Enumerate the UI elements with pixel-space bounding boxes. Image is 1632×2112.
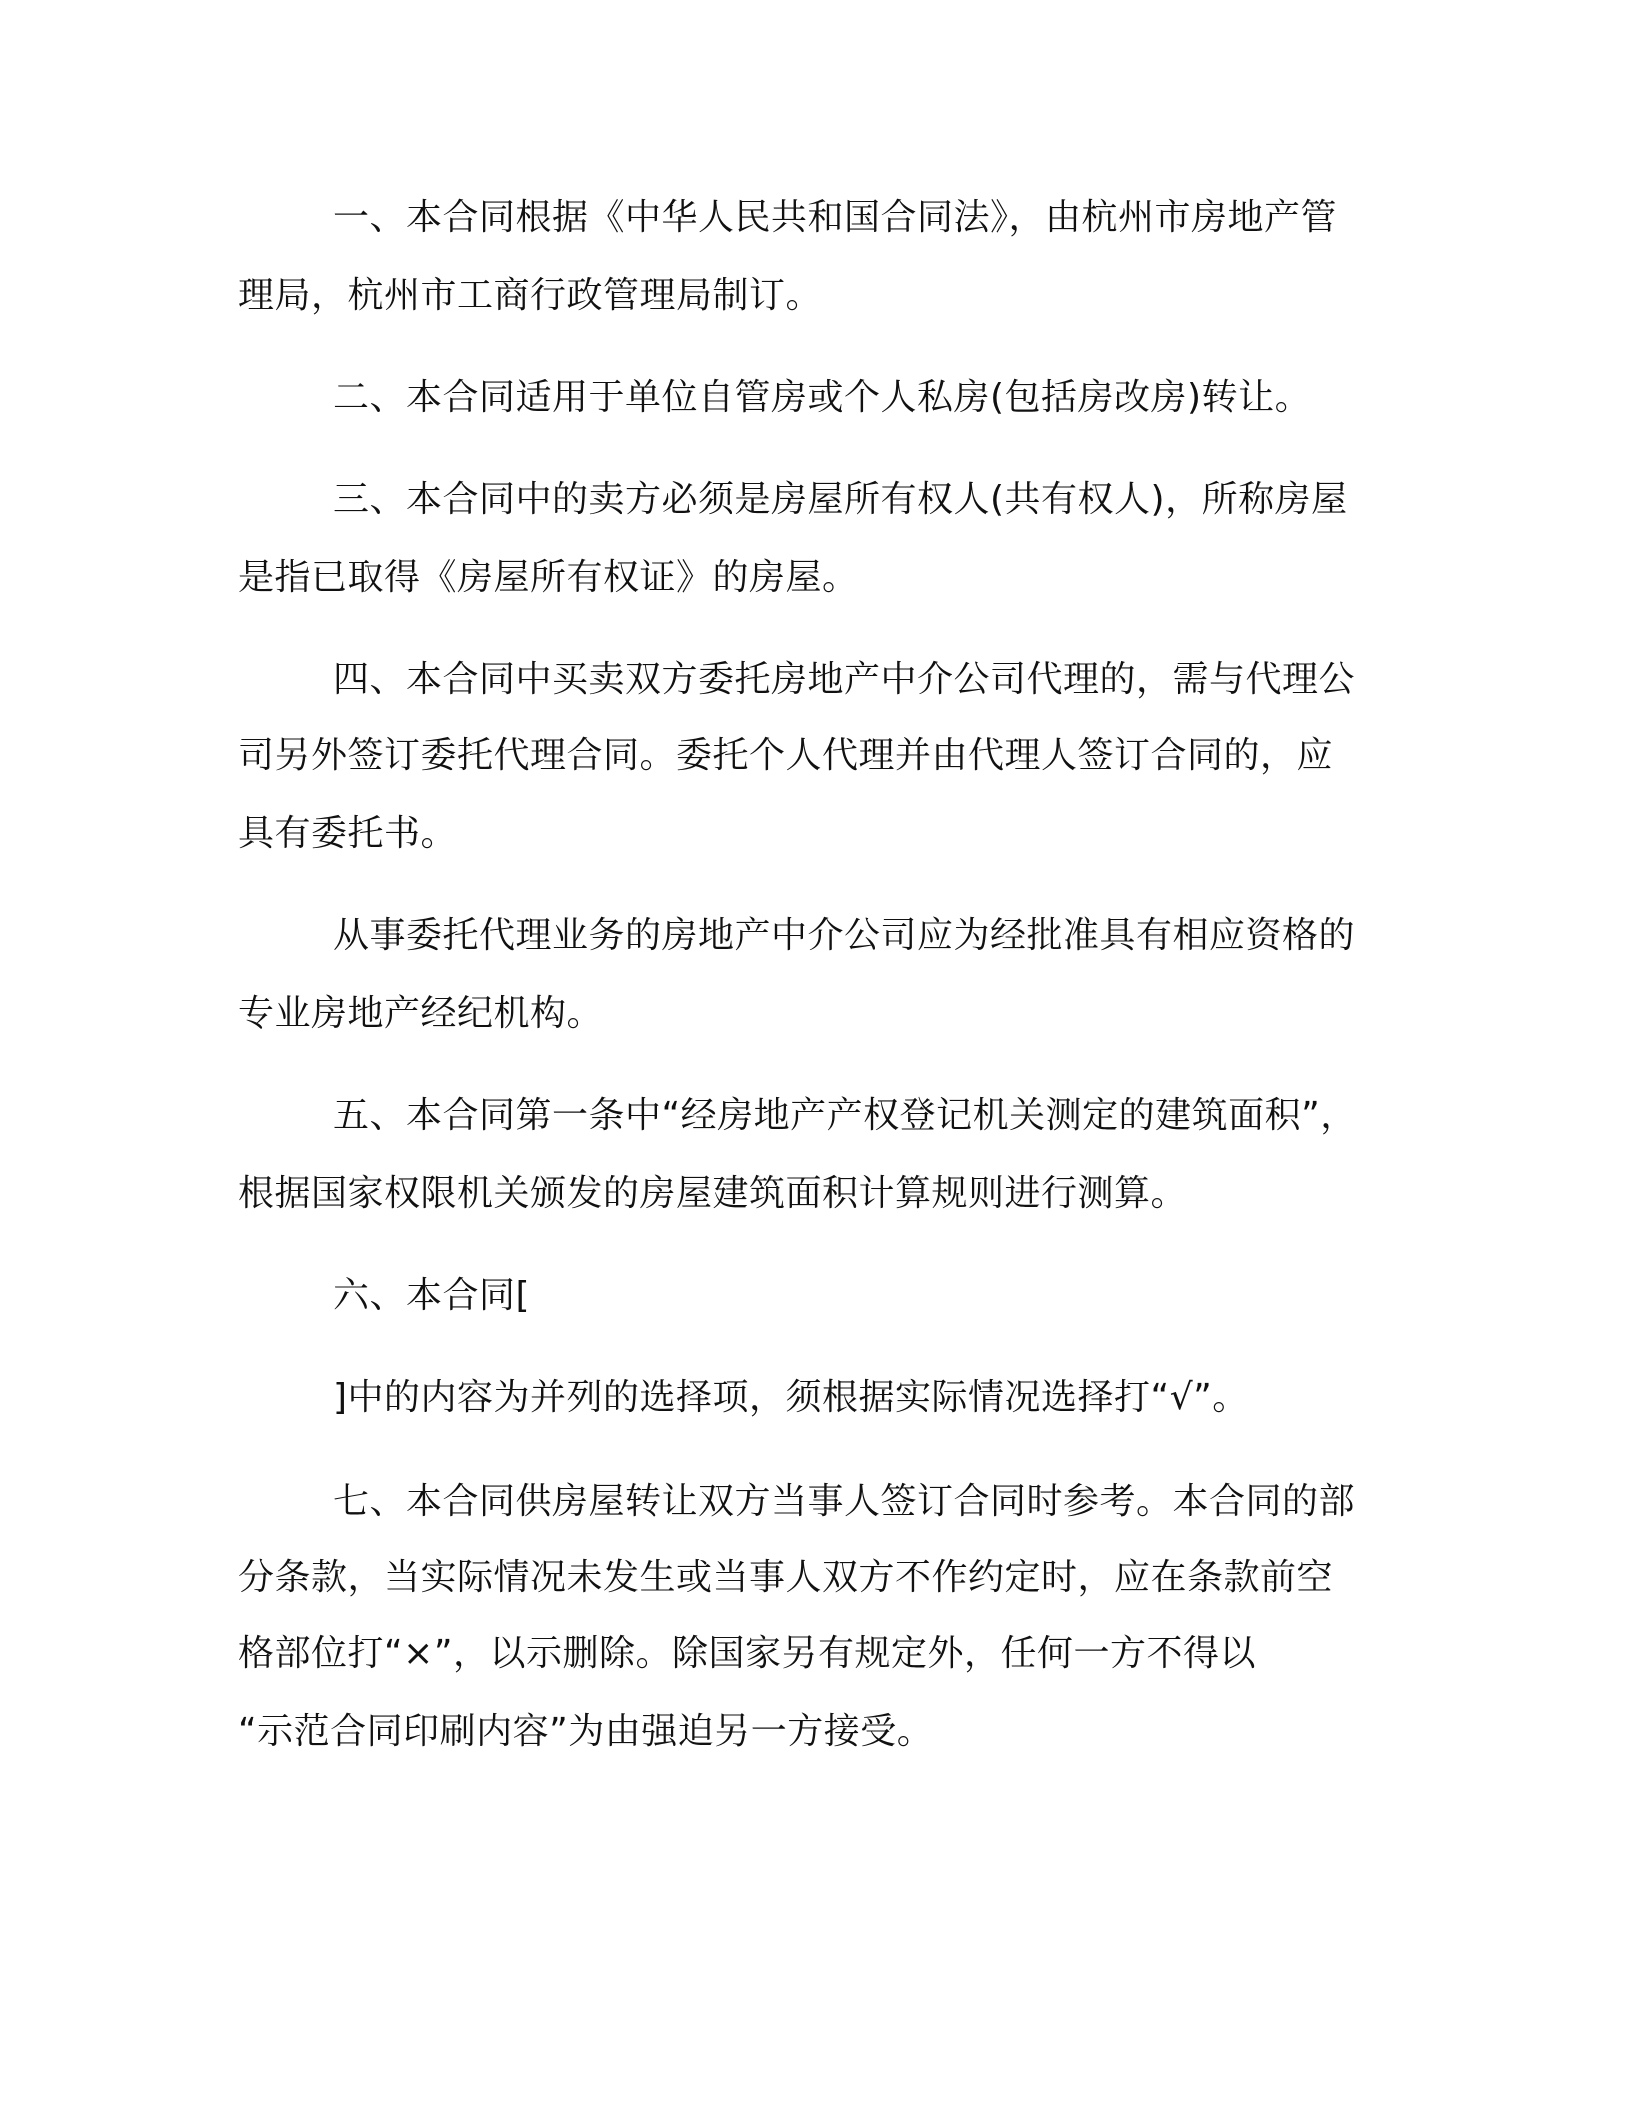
clause-4-line-1: 四、本合同中买卖双方委托房地产中介公司代理的，需与代理公 (333, 659, 1356, 700)
clause-7-line-2: 分条款，当实际情况未发生或当事人双方不作约定时，应在条款前空 (238, 1557, 1334, 1598)
clause-6-line-1: 六、本合同[ (333, 1275, 531, 1316)
clause-7-line-1: 七、本合同供房屋转让双方当事人签订合同时参考。本合同的部 (333, 1481, 1356, 1522)
clause-6-line-2: ]中的内容为并列的选择项，须根据实际情况选择打“√”。 (333, 1377, 1249, 1418)
clause-1-line-2: 理局，杭州市工商行政管理局制订。 (238, 275, 823, 316)
clause-4b-line-2: 专业房地产经纪机构。 (238, 993, 604, 1034)
clause-5-line-1: 五、本合同第一条中“经房地产产权登记机关测定的建筑面积”， (333, 1095, 1357, 1136)
clause-3-line-1: 三、本合同中的卖方必须是房屋所有权人(共有权人)，所称房屋 (333, 479, 1348, 520)
clause-4b-line-1: 从事委托代理业务的房地产中介公司应为经批准具有相应资格的 (333, 915, 1356, 956)
clause-1-line-1: 一、本合同根据《中华人民共和国合同法》，由杭州市房地产管 (333, 197, 1338, 238)
clause-3-line-2: 是指已取得《房屋所有权证》的房屋。 (238, 557, 859, 598)
clause-7-line-4: “示范合同印刷内容”为由强迫另一方接受。 (238, 1711, 934, 1752)
clause-5-line-2: 根据国家权限机关颁发的房屋建筑面积计算规则进行测算。 (238, 1173, 1188, 1214)
clause-7-line-3: 格部位打“×”，以示删除。除国家另有规定外，任何一方不得以 (238, 1633, 1256, 1674)
clause-2-line-1: 二、本合同适用于单位自管房或个人私房(包括房改房)转让。 (333, 377, 1312, 418)
clause-4-line-2: 司另外签订委托代理合同。委托个人代理并由代理人签订合同的，应 (238, 735, 1334, 776)
clause-4-line-3: 具有委托书。 (238, 813, 458, 854)
